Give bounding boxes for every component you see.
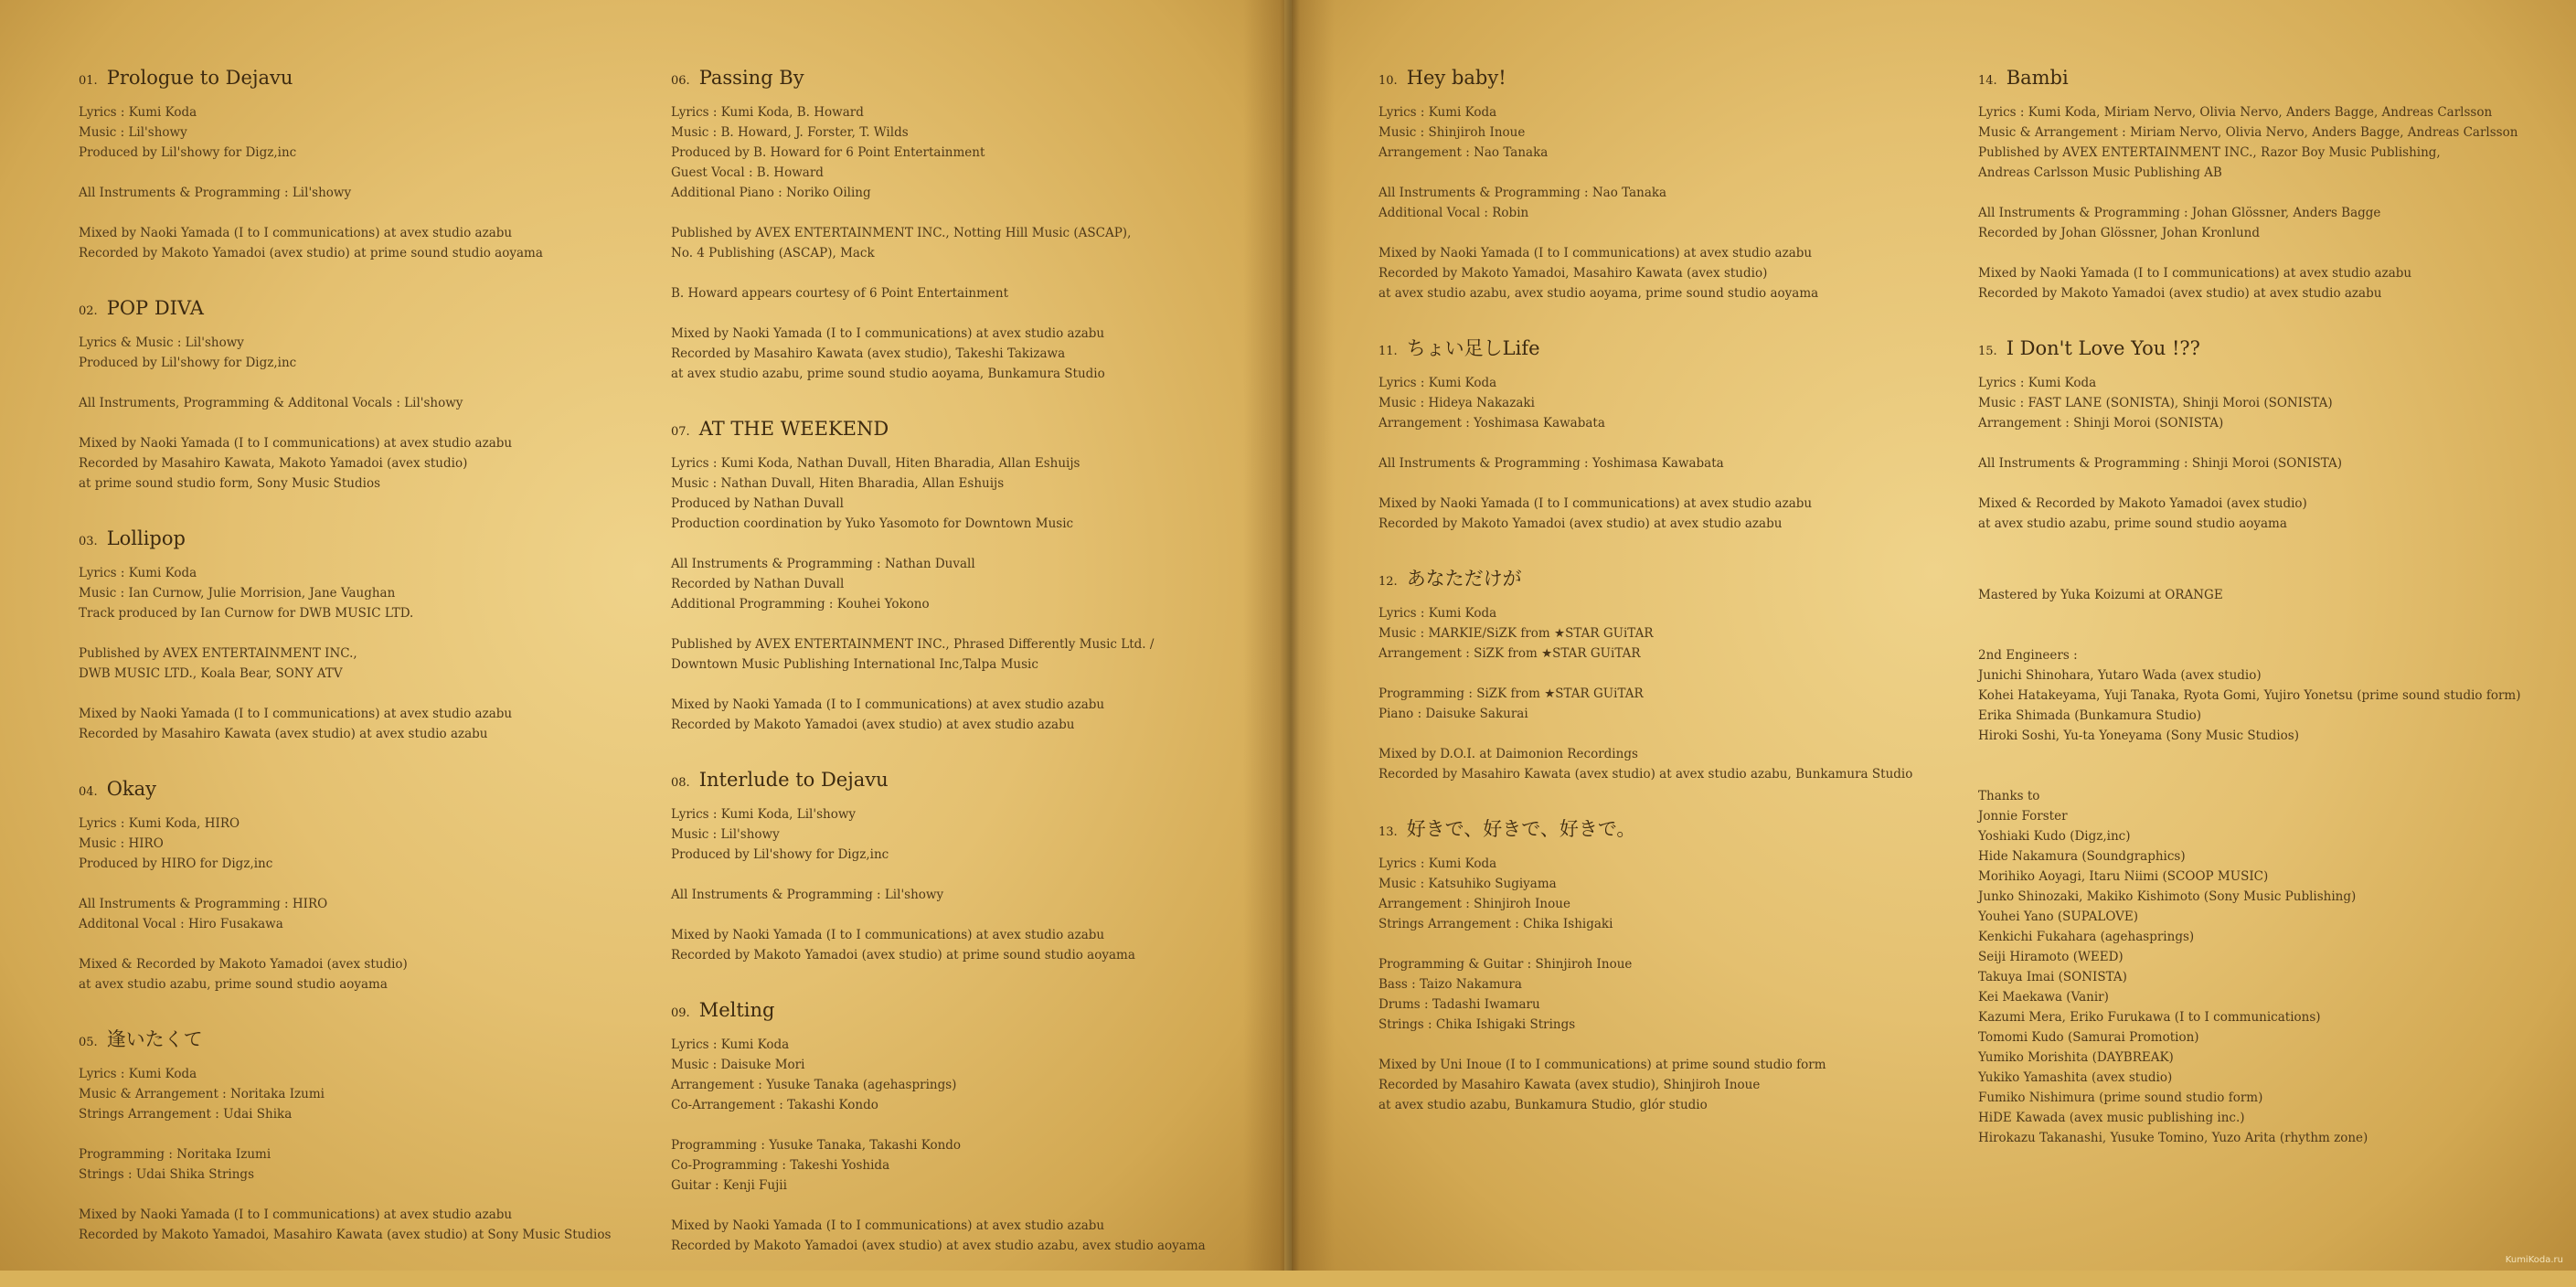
column-3 <box>1378 64 1945 1146</box>
spacer <box>1978 183 2545 203</box>
spacer <box>671 534 1238 554</box>
column-4 <box>1978 64 2545 1148</box>
credit-line: Morihiko Aoyagi, Itaru Niimi (SCOOP MUSIC) <box>1978 869 2269 884</box>
credit-line: Published by AVEX ENTERTAINMENT INC., Razor Boy Music Publishing, <box>1978 145 2441 160</box>
credit-line: Recorded by Masahiro Kawata, Makoto Yamadoi (avex studio) <box>79 456 468 471</box>
spacer <box>1978 766 2545 786</box>
credit-line: Lyrics : Kumi Koda <box>79 105 197 120</box>
track-title: あなただけが <box>1406 568 1522 590</box>
credit-line: Production coordination by Yuko Yasomoto for Downtown Music <box>671 516 1074 531</box>
credit-line: Recorded by Masahiro Kawata (avex studio), Takeshi Takizawa <box>671 346 1066 361</box>
track-credit <box>671 64 1238 384</box>
spacer <box>79 1185 645 1205</box>
credit-line: at avex studio azabu, avex studio aoyama, prime sound studio aoyama <box>1378 286 1819 301</box>
spacer <box>1378 473 1945 494</box>
credit-line: Arrangement : SiZK from ★STAR GUiTAR <box>1378 646 1641 661</box>
credit-line: Lyrics & Music : Lil'showy <box>79 335 244 350</box>
credit-line: Lyrics : Kumi Koda, HIRO <box>79 816 240 831</box>
credit-line: Music : Ian Curnow, Julie Morrision, Jane Vaughan <box>79 586 396 601</box>
credit-line: Produced by HIRO for Digz,inc <box>79 856 273 871</box>
track-heading <box>671 996 1238 1027</box>
track-number: 04. <box>79 785 98 799</box>
credit-line: Published by AVEX ENTERTAINMENT INC., Phrased Differently Music Ltd. / <box>671 637 1155 652</box>
track-heading <box>79 525 645 556</box>
credit-line: Recorded by Makoto Yamadoi (avex studio) at prime sound studio aoyama <box>671 948 1135 963</box>
credit-line: Mixed by Naoki Yamada (I to I communications) at avex studio azabu <box>671 928 1105 942</box>
track-heading <box>1378 64 1945 95</box>
credit-line: All Instruments, Programming & Additonal Vocals : Lil'showy <box>79 396 463 410</box>
credit-line: Junichi Shinohara, Yutaro Wada (avex studio) <box>1978 668 2262 683</box>
track-heading <box>79 775 645 806</box>
track-credit <box>79 1026 645 1245</box>
credit-line: All Instruments & Programming : Lil'showy <box>79 186 352 200</box>
track-number: 13. <box>1378 825 1398 839</box>
credit-line: Additonal Vocal : Hiro Fusakawa <box>79 917 283 931</box>
credit-line: Recorded by Masahiro Kawata (avex studio) at avex studio azabu <box>79 727 488 741</box>
track-heading <box>79 1026 645 1057</box>
credit-line: Hide Nakamura (Soundgraphics) <box>1978 849 2186 864</box>
credit-line: Programming : SiZK from ★STAR GUiTAR <box>1378 686 1644 701</box>
credit-line: All Instruments & Programming : Nao Tanaka <box>1378 186 1667 200</box>
track-heading <box>79 64 645 95</box>
track-title: Melting <box>698 999 775 1021</box>
track-title: 逢いたくて <box>106 1028 203 1050</box>
spacer <box>1978 243 2545 263</box>
credit-line: Lyrics : Kumi Koda, Nathan Duvall, Hiten Bharadia, Allan Eshuijs <box>671 456 1080 471</box>
credit-line: Programming : Noritaka Izumi <box>79 1147 271 1162</box>
track-title: Hey baby! <box>1406 67 1506 89</box>
booklet-spine <box>1243 0 1335 1271</box>
spacer <box>671 865 1238 885</box>
track-credit <box>1378 64 1945 303</box>
track-title: I Don't Love You !?? <box>2006 337 2200 359</box>
credit-line: Mixed by Naoki Yamada (I to I communications) at avex studio azabu <box>1978 266 2412 281</box>
spacer <box>79 623 645 644</box>
track-title: 好きで、好きで、好きで。 <box>1406 818 1636 840</box>
spacer <box>1978 433 2545 453</box>
credit-line: Co-Programming : Takeshi Yoshida <box>671 1158 890 1173</box>
credit-line: Lyrics : Kumi Koda <box>1378 856 1497 871</box>
track-heading <box>79 294 645 325</box>
credit-line: Music : Daisuke Mori <box>671 1058 805 1072</box>
credit-line: Mixed by D.O.I. at Daimonion Recordings <box>1378 747 1638 761</box>
credit-line: Music : MARKIE/SiZK from ★STAR GUiTAR <box>1378 626 1654 641</box>
credit-line: Co-Arrangement : Takashi Kondo <box>671 1098 878 1112</box>
credit-line: Drums : Tadashi Iwamaru <box>1378 997 1540 1012</box>
credit-line: Strings Arrangement : Udai Shika <box>79 1107 293 1122</box>
track-number: 03. <box>79 535 98 548</box>
credit-line: Music : Shinjiroh Inoue <box>1378 125 1526 140</box>
credit-line: Mixed by Naoki Yamada (I to I communications) at avex studio azabu <box>79 1207 513 1222</box>
track-credit <box>1978 64 2545 303</box>
credit-line: Hirokazu Takanashi, Yusuke Tomino, Yuzo Arita (rhythm zone) <box>1978 1131 2368 1145</box>
watermark: KumiKoda.ru <box>2505 1255 2563 1265</box>
track-heading <box>1378 815 1945 846</box>
credit-line: 2nd Engineers : <box>1978 648 2078 663</box>
spacer <box>79 684 645 704</box>
track-credit <box>671 415 1238 735</box>
credit-line: Guest Vocal : B. Howard <box>671 165 824 180</box>
credit-line: Recorded by Makoto Yamadoi (avex studio) at avex studio azabu, avex studio aoyama <box>671 1239 1206 1253</box>
spacer <box>671 614 1238 634</box>
credit-line: Lyrics : Kumi Koda <box>1378 376 1497 390</box>
credit-line: Andreas Carlsson Music Publishing AB <box>1978 165 2222 180</box>
credit-line: Music & Arrangement : Noritaka Izumi <box>79 1087 325 1101</box>
track-title: Lollipop <box>106 527 186 549</box>
credit-line: Lyrics : Kumi Koda <box>79 1067 197 1081</box>
credit-line: Recorded by Masahiro Kawata (avex studio), Shinjiroh Inoue <box>1378 1078 1761 1092</box>
credit-line: Additional Programming : Kouhei Yokono <box>671 597 930 612</box>
spacer <box>1978 473 2545 494</box>
credit-line: Jonnie Forster <box>1978 809 2068 824</box>
credit-line: No. 4 Publishing (ASCAP), Mack <box>671 246 875 261</box>
track-credit <box>671 766 1238 965</box>
spacer <box>671 1115 1238 1135</box>
credit-line: at avex studio azabu, prime sound studio aoyama <box>1978 516 2287 531</box>
credit-line: Lyrics : Kumi Koda <box>1978 376 2097 390</box>
credit-line: Thanks to <box>1978 789 2040 803</box>
credit-line: Kenkichi Fukahara (agehasprings) <box>1978 930 2195 944</box>
credit-line: Mixed & Recorded by Makoto Yamadoi (avex studio) <box>79 957 408 972</box>
track-title: Bambi <box>2006 67 2069 89</box>
spacer <box>1378 934 1945 954</box>
track-number: 07. <box>671 425 690 439</box>
credit-line: Lyrics : Kumi Koda, Lil'showy <box>671 807 857 822</box>
credit-line: Music : FAST LANE (SONISTA), Shinji Moroi (SONISTA) <box>1978 396 2333 410</box>
spacer <box>79 874 645 894</box>
credit-line: Additional Piano : Noriko Oiling <box>671 186 871 200</box>
credit-line: Junko Shinozaki, Makiko Kishimoto (Sony Music Publishing) <box>1978 889 2357 904</box>
credit-line: DWB MUSIC LTD., Koala Bear, SONY ATV <box>79 666 343 681</box>
credit-line: Music : Lil'showy <box>79 125 187 140</box>
credit-line: Piano : Daisuke Sakurai <box>1378 707 1528 721</box>
credit-line: Youhei Yano (SUPALOVE) <box>1978 909 2139 924</box>
credit-line: Recorded by Makoto Yamadoi (avex studio) at avex studio azabu <box>1978 286 2382 301</box>
credit-line: at avex studio azabu, Bunkamura Studio, glór studio <box>1378 1098 1708 1112</box>
track-heading <box>671 766 1238 797</box>
spacer <box>671 303 1238 324</box>
credit-line: Programming : Yusuke Tanaka, Takashi Kondo <box>671 1138 962 1153</box>
credit-line: Music : HIRO <box>79 836 164 851</box>
credit-line: Mastered by Yuka Koizumi at ORANGE <box>1978 588 2223 602</box>
spacer <box>79 934 645 954</box>
credit-line: Mixed by Naoki Yamada (I to I communications) at avex studio azabu <box>671 697 1105 712</box>
credit-line: Kei Maekawa (Vanir) <box>1978 990 2109 1005</box>
credit-line: Track produced by Ian Curnow for DWB MUSIC LTD. <box>79 606 414 621</box>
credit-line: Music : B. Howard, J. Forster, T. Wilds <box>671 125 909 140</box>
credit-line: All Instruments & Programming : Yoshimasa Kawabata <box>1378 456 1724 471</box>
credit-line: Music : Hideya Nakazaki <box>1378 396 1535 410</box>
track-heading <box>671 64 1238 95</box>
track-credit <box>79 294 645 494</box>
spacer <box>79 373 645 393</box>
track-number: 14. <box>1978 74 1997 88</box>
credit-line: Recorded by Makoto Yamadoi (avex studio) at avex studio azabu <box>671 718 1075 732</box>
credit-line: All Instruments & Programming : Johan Glössner, Anders Bagge <box>1978 206 2381 220</box>
credit-line: Fumiko Nishimura (prime sound studio form) <box>1978 1090 2263 1105</box>
spacer <box>1978 605 2545 625</box>
credit-line: Produced by Nathan Duvall <box>671 496 844 511</box>
credit-line: at avex studio azabu, prime sound studio aoyama <box>79 977 388 992</box>
credit-line: All Instruments & Programming : Lil'showy <box>671 888 944 902</box>
credit-line: Seiji Hiramoto (WEED) <box>1978 950 2124 964</box>
spacer <box>79 1124 645 1144</box>
credit-line: Lyrics : Kumi Koda <box>671 1037 790 1052</box>
credit-line: Recorded by Johan Glössner, Johan Kronlund <box>1978 226 2260 240</box>
credit-line: Mixed by Naoki Yamada (I to I communications) at avex studio azabu <box>1378 246 1813 261</box>
spacer <box>671 263 1238 283</box>
credit-line: Yoshiaki Kudo (Digz,inc) <box>1978 829 2131 844</box>
credit-line: Yukiko Yamashita (avex studio) <box>1978 1070 2173 1085</box>
track-number: 15. <box>1978 345 1997 358</box>
credit-line: Produced by Lil'showy for Digz,inc <box>79 145 297 160</box>
credit-line: Recorded by Makoto Yamadoi, Masahiro Kawata (avex studio) at Sony Music Studios <box>79 1228 612 1242</box>
spacer <box>671 675 1238 695</box>
credit-line: Produced by Lil'showy for Digz,inc <box>671 847 889 862</box>
credit-line: Lyrics : Kumi Koda <box>1378 606 1497 621</box>
spacer <box>1378 163 1945 183</box>
credit-line: All Instruments & Programming : HIRO <box>79 897 328 911</box>
credit-line: Mixed by Naoki Yamada (I to I communications) at avex studio azabu <box>79 226 513 240</box>
track-number: 12. <box>1378 575 1398 589</box>
spacer <box>671 1196 1238 1216</box>
additional-credits <box>1978 565 2545 1148</box>
credit-line: Additional Vocal : Robin <box>1378 206 1529 220</box>
track-credit <box>1378 815 1945 1115</box>
track-credit <box>79 525 645 744</box>
spacer <box>1378 223 1945 243</box>
credit-line: Strings : Udai Shika Strings <box>79 1167 255 1182</box>
spacer <box>1978 565 2545 585</box>
credit-line: Lyrics : Kumi Koda <box>1378 105 1497 120</box>
credit-line: Music : Lil'showy <box>671 827 780 842</box>
spacer <box>1378 433 1945 453</box>
credit-line: Recorded by Nathan Duvall <box>671 577 845 591</box>
credit-line: Mixed by Uni Inoue (I to I communications) at prime sound studio form <box>1378 1058 1826 1072</box>
track-number: 06. <box>671 74 690 88</box>
track-number: 02. <box>79 304 98 318</box>
credit-line: Published by AVEX ENTERTAINMENT INC., Notting Hill Music (ASCAP), <box>671 226 1132 240</box>
track-title: Interlude to Dejavu <box>698 769 889 791</box>
credit-line: Recorded by Makoto Yamadoi (avex studio) at avex studio azabu <box>1378 516 1783 531</box>
credit-line: Mixed by Naoki Yamada (I to I communications) at avex studio azabu <box>79 436 513 451</box>
credit-line: at prime sound studio form, Sony Music Studios <box>79 476 381 491</box>
track-title: AT THE WEEKEND <box>698 418 889 440</box>
credit-line: Hiroki Soshi, Yu-ta Yoneyama (Sony Music Studios) <box>1978 729 2300 743</box>
spacer <box>671 905 1238 925</box>
track-heading <box>1378 335 1945 366</box>
credit-line: Mixed by Naoki Yamada (I to I communications) at avex studio azabu <box>671 326 1105 341</box>
credit-line: Produced by Lil'showy for Digz,inc <box>79 356 297 370</box>
track-heading <box>1978 64 2545 95</box>
track-number: 11. <box>1378 345 1398 358</box>
credit-line: Yumiko Morishita (DAYBREAK) <box>1978 1050 2174 1065</box>
track-number: 08. <box>671 776 690 790</box>
credit-line: Recorded by Makoto Yamadoi (avex studio) at prime sound studio aoyama <box>79 246 543 261</box>
credit-line: Takuya Imai (SONISTA) <box>1978 970 2127 984</box>
track-credit <box>1378 565 1945 784</box>
spacer <box>79 163 645 183</box>
track-title: Passing By <box>698 67 804 89</box>
credit-line: Tomomi Kudo (Samurai Promotion) <box>1978 1030 2199 1045</box>
credit-line: Lyrics : Kumi Koda <box>79 566 197 580</box>
column-1 <box>79 64 645 1276</box>
track-title: POP DIVA <box>106 297 204 319</box>
track-number: 05. <box>79 1036 98 1049</box>
spacer <box>79 203 645 223</box>
credit-line: Arrangement : Shinjiroh Inoue <box>1378 897 1570 911</box>
credit-line: Arrangement : Yoshimasa Kawabata <box>1378 416 1605 431</box>
spacer <box>79 413 645 433</box>
credit-line: Recorded by Makoto Yamadoi, Masahiro Kawata (avex studio) <box>1378 266 1768 281</box>
credit-line: Music : Katsuhiko Sugiyama <box>1378 877 1557 891</box>
credit-line: Lyrics : Kumi Koda, Miriam Nervo, Olivia Nervo, Anders Bagge, Andreas Carlsson <box>1978 105 2493 120</box>
track-heading <box>1378 565 1945 596</box>
credit-line: Mixed by Naoki Yamada (I to I communications) at avex studio azabu <box>671 1218 1105 1233</box>
credit-line: All Instruments & Programming : Nathan Duvall <box>671 557 975 571</box>
credit-line: Arrangement : Yusuke Tanaka (agehasprings) <box>671 1078 957 1092</box>
track-title: Prologue to Dejavu <box>106 67 293 89</box>
track-title: ちょい足しLife <box>1406 337 1540 359</box>
spacer <box>1978 746 2545 766</box>
credit-line: Music & Arrangement : Miriam Nervo, Olivia Nervo, Anders Bagge, Andreas Carlsson <box>1978 125 2518 140</box>
credit-line: Published by AVEX ENTERTAINMENT INC., <box>79 646 357 661</box>
track-number: 10. <box>1378 74 1398 88</box>
track-title: Okay <box>106 778 157 800</box>
credit-line: Music : Nathan Duvall, Hiten Bharadia, Allan Eshuijs <box>671 476 1005 491</box>
credit-line: at avex studio azabu, prime sound studio aoyama, Bunkamura Studio <box>671 367 1105 381</box>
track-heading <box>1978 335 2545 366</box>
credit-line: All Instruments & Programming : Shinji Moroi (SONISTA) <box>1978 456 2342 471</box>
column-2 <box>671 64 1238 1287</box>
track-credit <box>79 775 645 994</box>
credit-line: Bass : Taizo Nakamura <box>1378 977 1522 992</box>
credit-line: Kohei Hatakeyama, Yuji Tanaka, Ryota Gomi, Yujiro Yonetsu (prime sound studio form) <box>1978 688 2521 703</box>
credit-line: Kazumi Mera, Eriko Furukawa (I to I communications) <box>1978 1010 2321 1025</box>
credit-line: Mixed by Naoki Yamada (I to I communications) at avex studio azabu <box>79 707 513 721</box>
credit-line: Arrangement : Shinji Moroi (SONISTA) <box>1978 416 2224 431</box>
track-heading <box>671 415 1238 446</box>
credit-line: Lyrics : Kumi Koda, B. Howard <box>671 105 864 120</box>
track-credit <box>1378 335 1945 534</box>
credit-line: Programming & Guitar : Shinjiroh Inoue <box>1378 957 1633 972</box>
credit-line: Arrangement : Nao Tanaka <box>1378 145 1549 160</box>
credit-line: Mixed by Naoki Yamada (I to I communications) at avex studio azabu <box>1378 496 1813 511</box>
spacer <box>1378 1035 1945 1055</box>
track-number: 09. <box>671 1006 690 1020</box>
track-number: 01. <box>79 74 98 88</box>
spacer <box>1378 664 1945 684</box>
track-credit <box>671 996 1238 1256</box>
credit-line: Guitar : Kenji Fujii <box>671 1178 787 1193</box>
credit-line: Strings : Chika Ishigaki Strings <box>1378 1017 1576 1032</box>
credit-line: Erika Shimada (Bunkamura Studio) <box>1978 708 2202 723</box>
spacer <box>1378 724 1945 744</box>
credit-line: Produced by B. Howard for 6 Point Entertainment <box>671 145 985 160</box>
track-credit <box>79 64 645 263</box>
track-credit <box>1978 335 2545 534</box>
spacer <box>671 203 1238 223</box>
credit-line: Recorded by Masahiro Kawata (avex studio) at avex studio azabu, Bunkamura Studio <box>1378 767 1913 782</box>
credit-line: Strings Arrangement : Chika Ishigaki <box>1378 917 1613 931</box>
spacer <box>1978 625 2545 645</box>
credit-line: Downtown Music Publishing International Inc,Talpa Music <box>671 657 1038 672</box>
credit-line: HiDE Kawada (avex music publishing inc.) <box>1978 1111 2245 1125</box>
credit-line: B. Howard appears courtesy of 6 Point Entertainment <box>671 286 1009 301</box>
credit-line: Mixed & Recorded by Makoto Yamadoi (avex studio) <box>1978 496 2307 511</box>
